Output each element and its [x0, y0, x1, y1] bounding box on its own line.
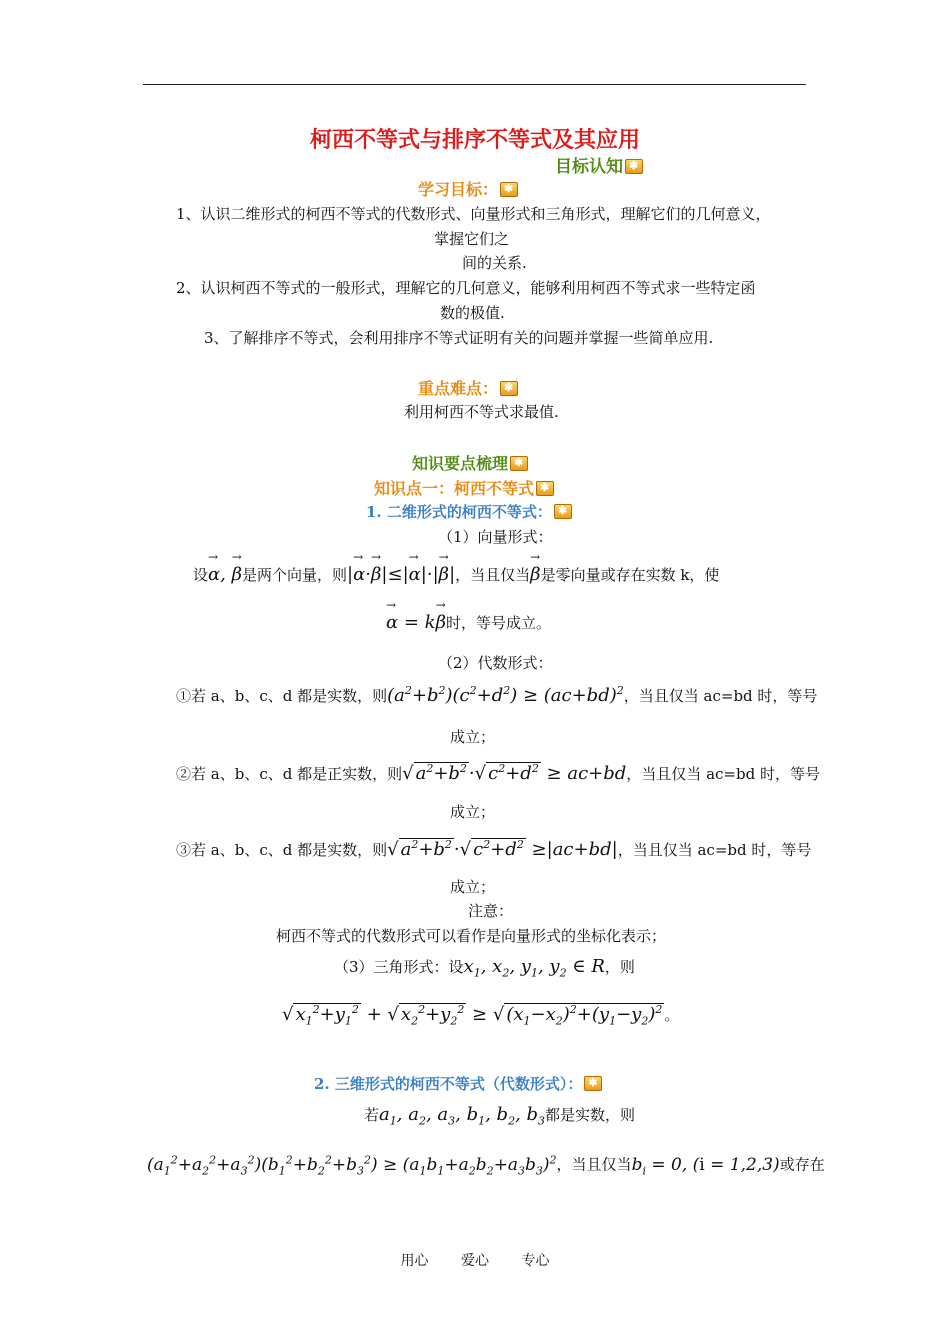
algebraic-form-1: ①若 a、b、c、d 都是实数，则$(a^2+b^2)(c^2+d^2) \ge (ac+bd)^2$，当且仅当 ac=bd 时，等号	[176, 684, 818, 706]
footer-item: 爱心	[461, 1253, 489, 1269]
goal3: 3、了解排序不等式，会利用排序不等式证明有关的问题并掌握一些简单应用.	[204, 329, 714, 347]
note-label: 注意：	[468, 902, 514, 920]
footer-item: 专心	[521, 1253, 550, 1269]
established-1: 成立；	[450, 728, 496, 746]
established-2: 成立；	[450, 803, 496, 821]
algebraic-form-3: ③若 a、b、c、d 都是实数，则√ $a^2+b^2$ ·√ $c^2+d^2 \ge|ac+bd|$，当且仅当 ac=bd 时，等号	[176, 838, 812, 860]
goal1-line2: 掌握它们之	[434, 230, 510, 248]
algebraic-form-2: ②若 a、b、c、d 都是正实数，则√ $a^2+b^2$ ·√ $c^2+d^2 \ge ac+bd$，当且仅当 ac=bd 时，等号	[176, 762, 820, 784]
folder-icon	[625, 159, 643, 174]
key-header: 重点难点：✱	[418, 376, 518, 399]
folder-icon	[554, 504, 572, 519]
established-3: 成立；	[450, 878, 496, 896]
three-dim-inequality: $(a_1^2+a_2^2+a_3^2)(b_1^2+b_2^2+b_3^2) \ge (a_1b_1+a_2b_2+a_3b_3)^2$，当且仅当$b_i = 0$, (i = 1,2,3)或存在	[147, 1153, 825, 1178]
goal2-line2: 数的极值.	[440, 304, 505, 322]
knowledge-header: 知识要点梳理✱	[412, 451, 528, 474]
folder-icon	[500, 381, 518, 396]
footer-item: 用心	[400, 1253, 429, 1269]
page-footer	[0, 1250, 950, 1270]
goal1-line1: 1、认识二维形式的柯西不等式的代数形式、向量形式和三角形式，理解它们的几何意义，	[176, 205, 771, 223]
note-text: 柯西不等式的代数形式可以看作是向量形式的坐标化表示；	[276, 927, 667, 945]
vector-equality: → α = k→ β时，等号成立。	[386, 612, 551, 633]
folder-icon	[510, 456, 528, 471]
trig-form-line: （3）三角形式：设$x_1$, $x_2$, $y_1$, $y_2$ ∈ R，则	[334, 956, 635, 980]
algebraic-form-label: （2）代数形式：	[438, 654, 553, 672]
key-text: 利用柯西不等式求最值.	[404, 403, 559, 421]
folder-icon	[584, 1076, 602, 1091]
vector-form-label: （1）向量形式：	[438, 528, 553, 546]
page-title: 柯西不等式与排序不等式及其应用	[309, 127, 640, 153]
trig-inequality: √ $x_1^2+y_1^2$ + √ $x_2^2+y_2^2$ ≥ √ $(x_1-x_2)^2+(y_1-y_2)^2$ 。	[282, 1003, 680, 1028]
sec2-header: 2. 三维形式的柯西不等式（代数形式）：✱	[314, 1073, 602, 1094]
vector-line: 设→ α, → β是两个向量，则|→ α·→ β|≤|→ α|·|→ β|，当且仅当→ β是零向量或存在实数 k，使	[193, 564, 719, 585]
sec1-header: 1. 二维形式的柯西不等式：✱	[366, 501, 572, 522]
goals-header: 学习目标：✱	[418, 177, 518, 200]
goal2-line1: 2、认识柯西不等式的一般形式，理解它的几何意义，能够利用柯西不等式求一些特定函	[176, 279, 756, 297]
goal1-line3: 间的关系.	[462, 254, 527, 272]
folder-icon	[536, 481, 554, 496]
point1-header: 知识点一：柯西不等式✱	[374, 476, 554, 499]
folder-icon	[500, 182, 518, 197]
three-dim-intro: 若$a_1$, $a_2$, $a_3$, $b_1$, $b_2$, $b_3$都是实数，则	[364, 1104, 636, 1128]
header-rule	[143, 84, 806, 85]
target-header: 目标认知✱	[555, 152, 643, 177]
